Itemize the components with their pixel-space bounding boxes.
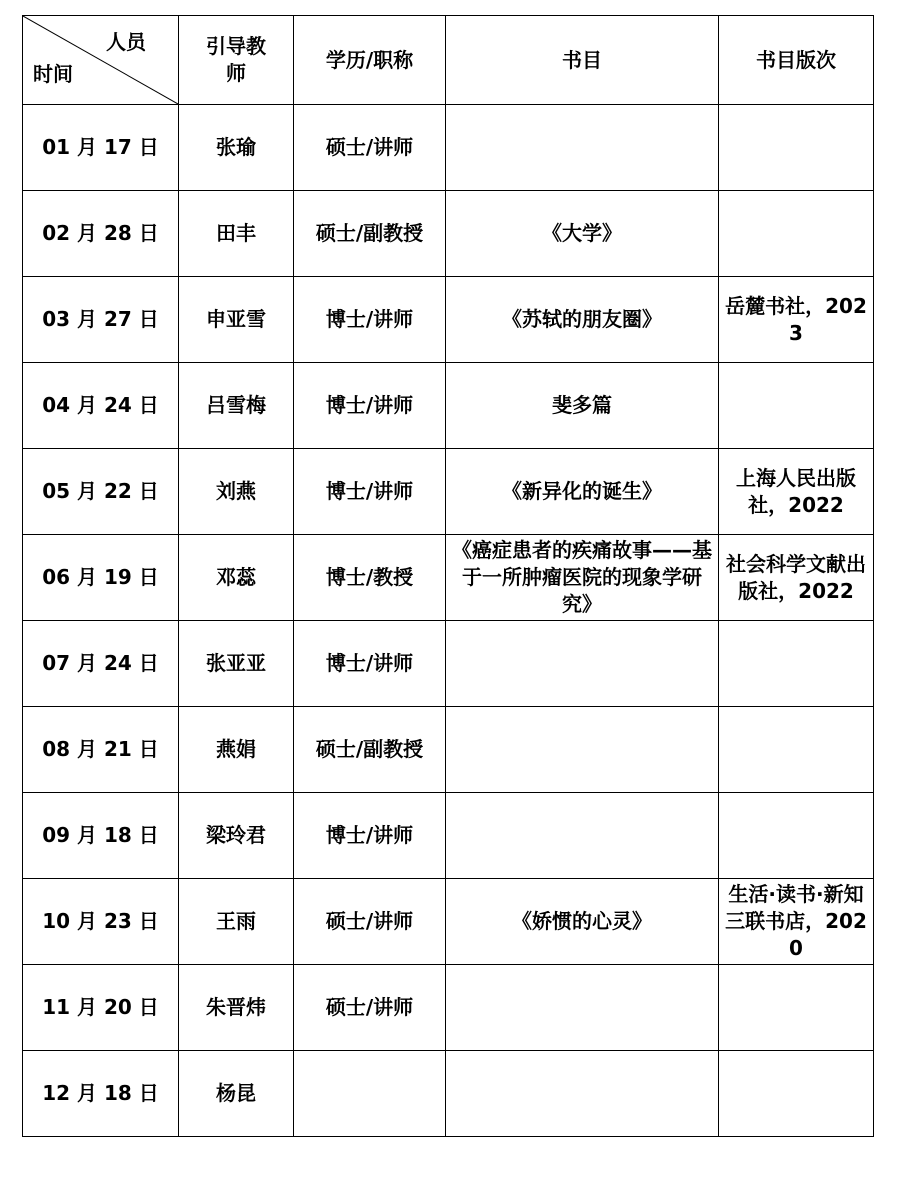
teacher-cell: 张亚亚 <box>179 621 294 707</box>
edition-cell: 上海人民出版社，2022 <box>719 449 874 535</box>
table-body <box>23 16 874 1137</box>
date-cell: 11 月 20 日 <box>23 965 179 1051</box>
edition-cell <box>719 363 874 449</box>
date-cell: 12 月 18 日 <box>23 1051 179 1137</box>
book-cell <box>446 793 719 879</box>
degree-cell: 硕士/副教授 <box>294 707 446 793</box>
header-row <box>23 16 874 105</box>
teacher-cell: 吕雪梅 <box>179 363 294 449</box>
header-corner-cell <box>23 16 179 105</box>
table-row <box>23 449 874 535</box>
edition-cell: 生活·读书·新知三联书店，2020 <box>719 879 874 965</box>
header-time-label: 时间 <box>33 62 73 86</box>
book-cell: 《苏轼的朋友圈》 <box>446 277 719 363</box>
teacher-cell: 刘燕 <box>179 449 294 535</box>
date-cell: 09 月 18 日 <box>23 793 179 879</box>
table-row <box>23 535 874 621</box>
date-cell: 04 月 24 日 <box>23 363 179 449</box>
table-row <box>23 707 874 793</box>
book-cell: 《新异化的诞生》 <box>446 449 719 535</box>
book-cell: 《娇惯的心灵》 <box>446 879 719 965</box>
edition-cell <box>719 707 874 793</box>
table-row <box>23 965 874 1051</box>
teacher-cell: 杨昆 <box>179 1051 294 1137</box>
date-cell: 08 月 21 日 <box>23 707 179 793</box>
table-row <box>23 879 874 965</box>
edition-cell: 岳麓书社，2023 <box>719 277 874 363</box>
edition-cell <box>719 793 874 879</box>
reading-schedule-table <box>22 15 874 1137</box>
teacher-cell: 申亚雪 <box>179 277 294 363</box>
header-book: 书目 <box>446 16 719 105</box>
edition-cell <box>719 1051 874 1137</box>
edition-cell <box>719 105 874 191</box>
teacher-cell: 朱晋炜 <box>179 965 294 1051</box>
header-degree: 学历/职称 <box>294 16 446 105</box>
book-cell: 《癌症患者的疾痛故事——基于一所肿瘤医院的现象学研究》 <box>446 535 719 621</box>
degree-cell: 硕士/讲师 <box>294 879 446 965</box>
degree-cell: 博士/讲师 <box>294 449 446 535</box>
date-cell: 02 月 28 日 <box>23 191 179 277</box>
book-cell <box>446 707 719 793</box>
table-row <box>23 105 874 191</box>
book-cell: 斐多篇 <box>446 363 719 449</box>
header-edition: 书目版次 <box>719 16 874 105</box>
degree-cell: 博士/讲师 <box>294 277 446 363</box>
teacher-cell: 田丰 <box>179 191 294 277</box>
degree-cell <box>294 1051 446 1137</box>
degree-cell: 硕士/讲师 <box>294 965 446 1051</box>
edition-cell <box>719 191 874 277</box>
table-row <box>23 363 874 449</box>
date-cell: 06 月 19 日 <box>23 535 179 621</box>
table-row <box>23 1051 874 1137</box>
table-row <box>23 277 874 363</box>
book-cell <box>446 621 719 707</box>
date-cell: 03 月 27 日 <box>23 277 179 363</box>
teacher-cell: 王雨 <box>179 879 294 965</box>
degree-cell: 硕士/讲师 <box>294 105 446 191</box>
degree-cell: 博士/讲师 <box>294 363 446 449</box>
teacher-cell: 梁玲君 <box>179 793 294 879</box>
teacher-cell: 邓蕊 <box>179 535 294 621</box>
table-row <box>23 621 874 707</box>
degree-cell: 博士/教授 <box>294 535 446 621</box>
header-personnel-label: 人员 <box>106 30 146 54</box>
book-cell <box>446 965 719 1051</box>
date-cell: 07 月 24 日 <box>23 621 179 707</box>
date-cell: 01 月 17 日 <box>23 105 179 191</box>
header-teacher: 引导教师 <box>179 16 294 105</box>
diagonal-divider <box>23 16 178 104</box>
teacher-cell: 张瑜 <box>179 105 294 191</box>
book-cell: 《大学》 <box>446 191 719 277</box>
degree-cell: 博士/讲师 <box>294 793 446 879</box>
edition-cell <box>719 965 874 1051</box>
edition-cell <box>719 621 874 707</box>
teacher-cell: 燕娟 <box>179 707 294 793</box>
date-cell: 10 月 23 日 <box>23 879 179 965</box>
book-cell <box>446 105 719 191</box>
degree-cell: 博士/讲师 <box>294 621 446 707</box>
table-row <box>23 191 874 277</box>
edition-cell: 社会科学文献出版社，2022 <box>719 535 874 621</box>
book-cell <box>446 1051 719 1137</box>
date-cell: 05 月 22 日 <box>23 449 179 535</box>
table-row <box>23 793 874 879</box>
degree-cell: 硕士/副教授 <box>294 191 446 277</box>
